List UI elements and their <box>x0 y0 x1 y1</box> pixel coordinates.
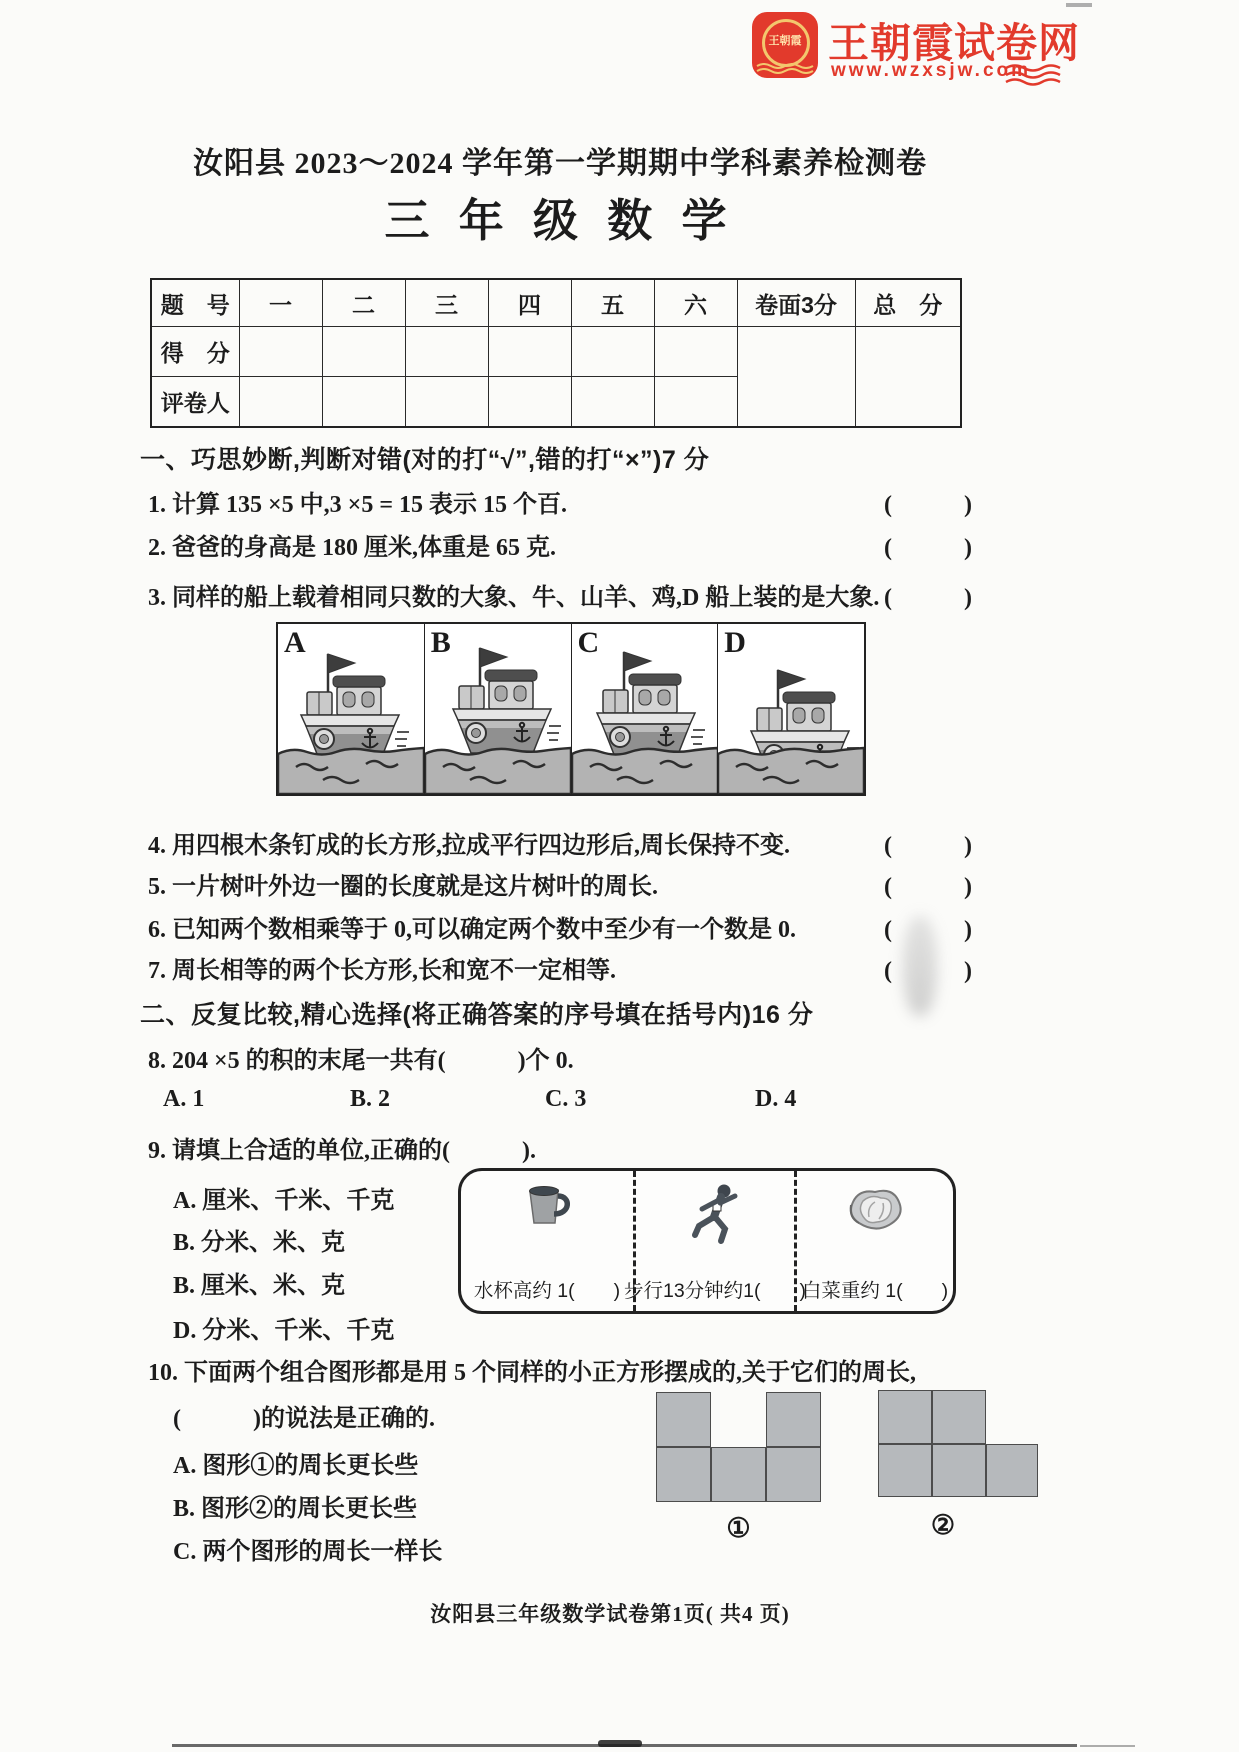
scan-artifact <box>1066 3 1092 7</box>
score-table-col: 五 <box>571 279 654 327</box>
page-number: 汝阳县三年级数学试卷第1页( 共4 页) <box>430 1602 790 1626</box>
score-table-col: 一 <box>239 279 322 327</box>
question-9-option-d: D. 分米、千米、千克 <box>173 1318 395 1344</box>
unit-cell-walk <box>623 1171 807 1311</box>
question-3-text: 3. 同样的船上载着相同只数的大象、牛、山羊、鸡,D 船上装的是大象. <box>148 585 880 611</box>
scan-artifact <box>903 916 937 1016</box>
boat-label: D <box>724 626 746 659</box>
brand-logo <box>752 8 1082 86</box>
score-table-col: 四 <box>488 279 571 327</box>
question-2-answer-bracket: ( ) <box>884 535 972 561</box>
scan-artifact <box>598 1740 642 1747</box>
total-score-cell <box>855 327 961 428</box>
boat-label: C <box>577 626 600 659</box>
pentomino-shape-1 <box>656 1392 821 1502</box>
score-table-total-label: 总 分 <box>855 279 961 327</box>
cabbage-icon <box>845 1183 905 1233</box>
grader-cell <box>488 377 571 428</box>
question-10-option-a: A. 图形①的周长更长些 <box>173 1453 419 1479</box>
question-3-answer-bracket: ( ) <box>884 585 972 611</box>
question-6-text: 6. 已知两个数相乘等于 0,可以确定两个数中至少有一个数是 0. <box>148 917 796 943</box>
shape-2-label: ② <box>930 1510 956 1540</box>
unit-cell-cup <box>461 1171 633 1311</box>
question-1 <box>148 484 972 519</box>
question-1-answer-bracket: ( ) <box>884 492 972 518</box>
boat-panel-d <box>718 624 864 794</box>
question-7-answer-bracket: ( ) <box>884 958 972 984</box>
runner-icon <box>688 1183 742 1245</box>
question-8-option-c: C. 3 <box>545 1086 587 1112</box>
mug-icon <box>521 1183 573 1229</box>
unit-cell-cabbage <box>794 1171 953 1311</box>
seal-badge-text: 王朝霞 <box>768 35 802 47</box>
boat-label: B <box>430 626 451 659</box>
question-4 <box>148 825 972 860</box>
question-10-text-line2: ( )的说法是正确的. <box>173 1406 435 1432</box>
grader-cell <box>571 377 654 428</box>
question-5-answer-bracket: ( ) <box>884 874 972 900</box>
grader-cell <box>322 377 405 428</box>
boats-figure <box>276 622 866 796</box>
page-title: 汝阳县 2023～2024 学年第一学期期中学科素养检测卷 <box>193 147 927 180</box>
question-2-text: 2. 爸爸的身高是 180 厘米,体重是 65 克. <box>148 535 556 561</box>
question-9-option-b2: B. 厘米、米、克 <box>173 1273 346 1299</box>
score-table-col: 三 <box>405 279 488 327</box>
question-4-answer-bracket: ( ) <box>884 833 972 859</box>
shape-1-label: ① <box>726 1513 751 1543</box>
question-1-text: 1. 计算 135 ×5 中,3 ×5 = 15 表示 15 个百. <box>148 492 568 518</box>
pentomino-shape-2 <box>878 1390 1038 1497</box>
question-10-option-b: B. 图形②的周长更长些 <box>173 1496 418 1522</box>
question-2 <box>148 527 972 562</box>
brand-url: www.wzxsjw.com <box>831 60 1032 81</box>
question-10-option-c: C. 两个图形的周长一样长 <box>173 1539 443 1565</box>
grader-cell <box>239 377 322 428</box>
score-cell <box>405 327 488 377</box>
question-3 <box>148 577 972 612</box>
boat-panel-c <box>572 624 719 794</box>
unit-example-box <box>458 1168 956 1314</box>
score-table-paper-score-label: 卷面3分 <box>737 279 855 327</box>
question-5-text: 5. 一片树叶外边一圈的长度就是这片树叶的周长. <box>148 874 658 900</box>
score-table-col: 二 <box>322 279 405 327</box>
question-8-option-a: A. 1 <box>163 1086 205 1112</box>
unit-caption-walk: 步行13分钟约1( ) <box>623 1280 807 1302</box>
wave-lines-icon <box>1004 64 1064 86</box>
score-cell <box>322 327 405 377</box>
question-4-text: 4. 用四根木条钉成的长方形,拉成平行四边形后,周长保持不变. <box>148 833 790 859</box>
boat-panel-b <box>425 624 572 794</box>
unit-caption-cabbage: 白菜重约 1( ) <box>801 1280 949 1302</box>
page-subtitle: 三 年 级 数 学 <box>384 196 736 246</box>
score-cell <box>571 327 654 377</box>
question-8-option-d: D. 4 <box>755 1086 797 1112</box>
score-table-col: 六 <box>654 279 737 327</box>
question-8-options <box>163 1086 823 1116</box>
question-9-option-b: B. 分米、米、克 <box>173 1230 346 1256</box>
question-6 <box>148 909 972 944</box>
section1-heading: 一、巧思妙断,判断对错(对的打“√”,错的打“×”)7 分 <box>140 446 710 474</box>
question-10-text-line1: 10. 下面两个组合图形都是用 5 个同样的小正方形摆成的,关于它们的周长, <box>148 1360 916 1386</box>
badge-wave-icon <box>756 63 814 75</box>
grader-cell <box>654 377 737 428</box>
paper-score-cell <box>737 327 855 428</box>
score-table-score-row-label: 得 分 <box>151 327 239 377</box>
question-7-text: 7. 周长相等的两个长方形,长和宽不一定相等. <box>148 958 616 984</box>
seal-badge-icon <box>752 12 818 78</box>
question-9-text: 9. 请填上合适的单位,正确的( ). <box>148 1138 536 1164</box>
question-8-text: 8. 204 ×5 的积的末尾一共有( )个 0. <box>148 1048 574 1074</box>
unit-caption-cup: 水杯高约 1( ) <box>473 1280 621 1302</box>
section2-heading: 二、反复比较,精心选择(将正确答案的序号填在括号内)16 分 <box>140 1001 814 1029</box>
brand-name: 王朝霞试卷网 <box>828 20 1080 66</box>
question-7 <box>148 950 972 985</box>
score-table-grader-row-label: 评卷人 <box>151 377 239 428</box>
score-table-question-row-label: 题 号 <box>151 279 239 327</box>
score-cell <box>488 327 571 377</box>
score-table <box>150 278 962 428</box>
score-cell <box>654 327 737 377</box>
question-6-answer-bracket: ( ) <box>884 917 972 943</box>
boat-label: A <box>284 626 306 659</box>
scan-artifact <box>1080 1745 1135 1747</box>
boat-panel-a <box>278 624 425 794</box>
grader-cell <box>405 377 488 428</box>
score-cell <box>239 327 322 377</box>
question-9-option-a: A. 厘米、千米、千克 <box>173 1188 395 1214</box>
question-8-option-b: B. 2 <box>350 1086 391 1112</box>
question-5 <box>148 866 972 901</box>
